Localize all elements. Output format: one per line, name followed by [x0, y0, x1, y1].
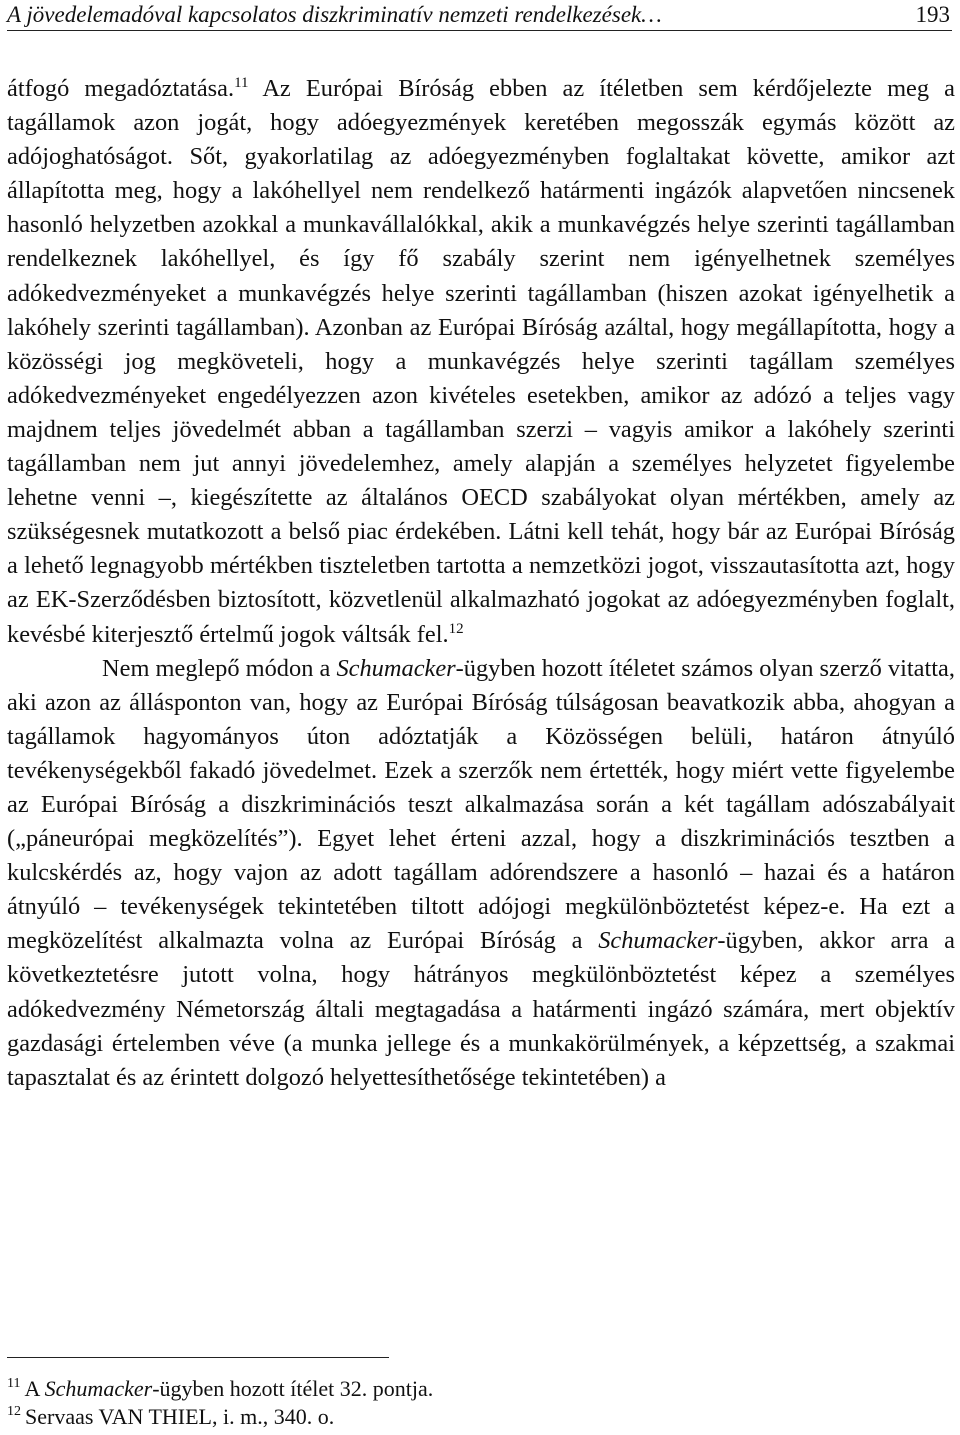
running-header: [7, 0, 952, 31]
text-run: Servaas VAN THIEL, i. m., 340. o.: [25, 1404, 335, 1429]
footnote: [7, 1403, 907, 1431]
footnote-reference: 11: [234, 75, 249, 91]
footnote-reference: 12: [448, 620, 464, 637]
text-run: A: [24, 1376, 45, 1401]
footnote-separator: [7, 1357, 389, 1358]
italic-text: Schumacker: [44, 1376, 153, 1401]
running-header-title: A jövedelemadóval kapcsolatos diszkriminatív nemzeti rendelkezések…: [7, 2, 662, 27]
footnote-number: 11: [7, 1376, 21, 1391]
paragraph: [7, 72, 955, 652]
footnote-number: 12: [7, 1404, 21, 1419]
body-text: [7, 72, 955, 1095]
paragraph: [7, 652, 955, 1095]
footnotes: [7, 1375, 907, 1431]
italic-text: Schumacker: [336, 654, 456, 682]
text-run: -ügyben, akkor arra a következtetésre jutott volna, hogy hátrányos megkülönböztetést képez a személyes adókedvezmény Németország általi megtagadása a határmenti ingázó számára, mert objektív gazdasági értelemben véve (a munka jellege és a munkakörülmények, a képzettség, a szakmai tapasztalat és az érintett dolgozó helyettesíthetősége tekintetében) a: [7, 927, 955, 1091]
page-number: 193: [915, 2, 950, 27]
text-run: Nem meglepő módon a: [102, 654, 337, 682]
text-run: -ügyben hozott ítéletet számos olyan szerző vitatta, aki azon az állásponton van, hogy az Európai Bíróság túlságosan beavatkozik abba, ahogyan a tagállamok hagyományos úton adóztatják a Közösségen belüli, határon átnyúló tevékenységekből fakadó jövedelmet. Ezek a szerzők nem értették, hogy miért vette figyelembe az Európai Bíróság a diszkriminációs teszt alkalmazása során a két tagállam adószabályait („páneurópai megközelítés”). Egyet lehet érteni azzal, hogy a diszkriminációs tesztben a kulcskérdés az, hogy vajon az adott tagállam adórendszere a hasonló – hazai és a határon átnyúló – tevékenységek tekintetében tiltott adójogi megkülönböztetést képez-e. Ha ezt a megközelítést alkalmazta volna az Európai Bíróság a: [7, 654, 955, 955]
italic-text: Schumacker: [598, 927, 718, 955]
text-run: -ügyben hozott ítélet 32. pontja.: [152, 1376, 434, 1401]
footnote: [7, 1375, 907, 1403]
text-run: Az Európai Bíróság ebben az ítéletben sem kérdőjelezte meg a tagállamok azon jogát, hogy adóegyezmények keretében megosszák egymás között az adójoghatóságot. Sőt, gyakorlatilag az adóegyezményben foglaltakat követte, amikor azt állapította meg, hogy a lakóhellyel nem rendelkező határmenti ingázók alapvetően nincsenek hasonló helyzetben azokkal a munkavállalókkal, akik a munkavégzés helye szerinti tagállamban rendelkeznek lakóhellyel, és így fő szabály szerint nem igényelhetnek személyes adókedvezményeket a munkavégzés helye szerinti tagállamban (hiszen azokat igényelhetik a lakóhely szerinti tagállamban). Azonban az Európai Bíróság azáltal, hogy megállapította, hogy a közösségi jog megköveteli, hogy a munkavégzés helye szerinti tagállam személyes adókedvezményeket engedélyezzen azon kivételes esetekben, amikor az adózó a teljes vagy majdnem teljes jövedelmét abban a tagállamban szerzi – vagyis amikor a lakóhely szerinti tagállamban nem jut annyi jövedelemhez, amely alapján a személyes helyzetet figyelembe lehetne venni –, kiegészítette az általános OECD szabályokat olyan mértékben, amely az szükségesnek mutatkozott a belső piac érdekében. Látni kell tehát, hogy bár az Európai Bíróság a lehető legnagyobb mértékben tiszteletben tartotta a nemzetközi jogot, visszautasította azt, hogy az EK-Szerződésben biztosított, közvetlenül alkalmazható jogokat az adóegyezményben foglalt, kevésbé kiterjesztő értelmű jogok váltsák fel.: [7, 75, 955, 648]
text-run: átfogó megadóztatása.: [7, 75, 235, 102]
